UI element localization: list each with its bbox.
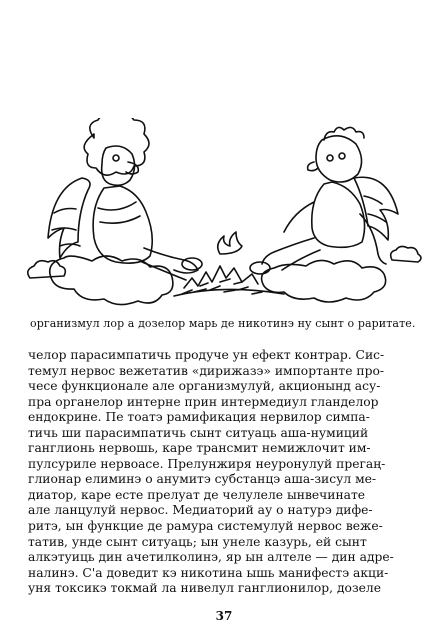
flame	[218, 232, 242, 254]
text-line: пулсуриле нервоасе. Прелунжиря неуронулуй прегаң-	[28, 456, 386, 471]
right-character-body	[312, 182, 365, 247]
text-line: ганглионь нервошь, каре трансмит немижлочит им-	[28, 441, 371, 456]
text-line: ритэ, ын функцие де рамура системулуй нервос веже-	[28, 519, 383, 534]
cartoon-drawing	[24, 118, 424, 308]
text-line: чесе функционале але организмулуй, акционынд асу-	[28, 379, 381, 394]
text-line: татив, унде сынт ситуаць; ын унеле казурь, ей сынт	[28, 534, 367, 549]
right-character-head	[316, 136, 362, 182]
small-cloud-right	[391, 246, 421, 262]
small-cloud-left	[28, 261, 66, 278]
right-cloud	[262, 260, 386, 302]
left-character-body	[93, 186, 152, 263]
cartoon-illustration	[24, 118, 424, 308]
left-cloud	[50, 256, 173, 305]
text-line: алкэтуиць дин ачетилколинэ, яр ын алтеле — дин адре-	[28, 550, 394, 565]
text-line: глионар елиминэ о анумитэ субстанцэ аша-зисул ме-	[28, 472, 377, 487]
text-line: але ланцулуй нервос. Медиаторий ау о натурэ дифе-	[28, 503, 373, 518]
text-line: пра органелор интерне прин интермедиул гланделор	[28, 394, 379, 409]
text-line: ендокрине. Пе тоатэ рамификация нервилор симпа-	[28, 410, 370, 425]
text-line: уня токсикэ токмай ла нивелул ганглионилор, дозеле	[28, 581, 382, 596]
body-paragraph	[28, 348, 424, 597]
text-line: челор парасимпатичь продуче ун ефект контрар. Сис-	[28, 348, 385, 362]
text-line: темул нервос вежетатив «дирижазэ» импортанте про-	[28, 363, 385, 378]
page-number: 37	[215, 609, 233, 623]
text-line: налинэ. С'а доведит кэ никотина ышь манифестэ акци-	[28, 565, 389, 580]
text-line: тичь ши парасимпатичь сынт ситуаць аша-нумиций	[28, 425, 369, 440]
figure-caption: организмул лор а дозелор марь де никотинэ ну сынт о раритате.	[30, 317, 416, 330]
right-wing	[354, 177, 398, 240]
left-wing	[48, 178, 90, 258]
text-line: диатор, каре есте прелуат де челулеле ынвечинате	[28, 487, 366, 502]
